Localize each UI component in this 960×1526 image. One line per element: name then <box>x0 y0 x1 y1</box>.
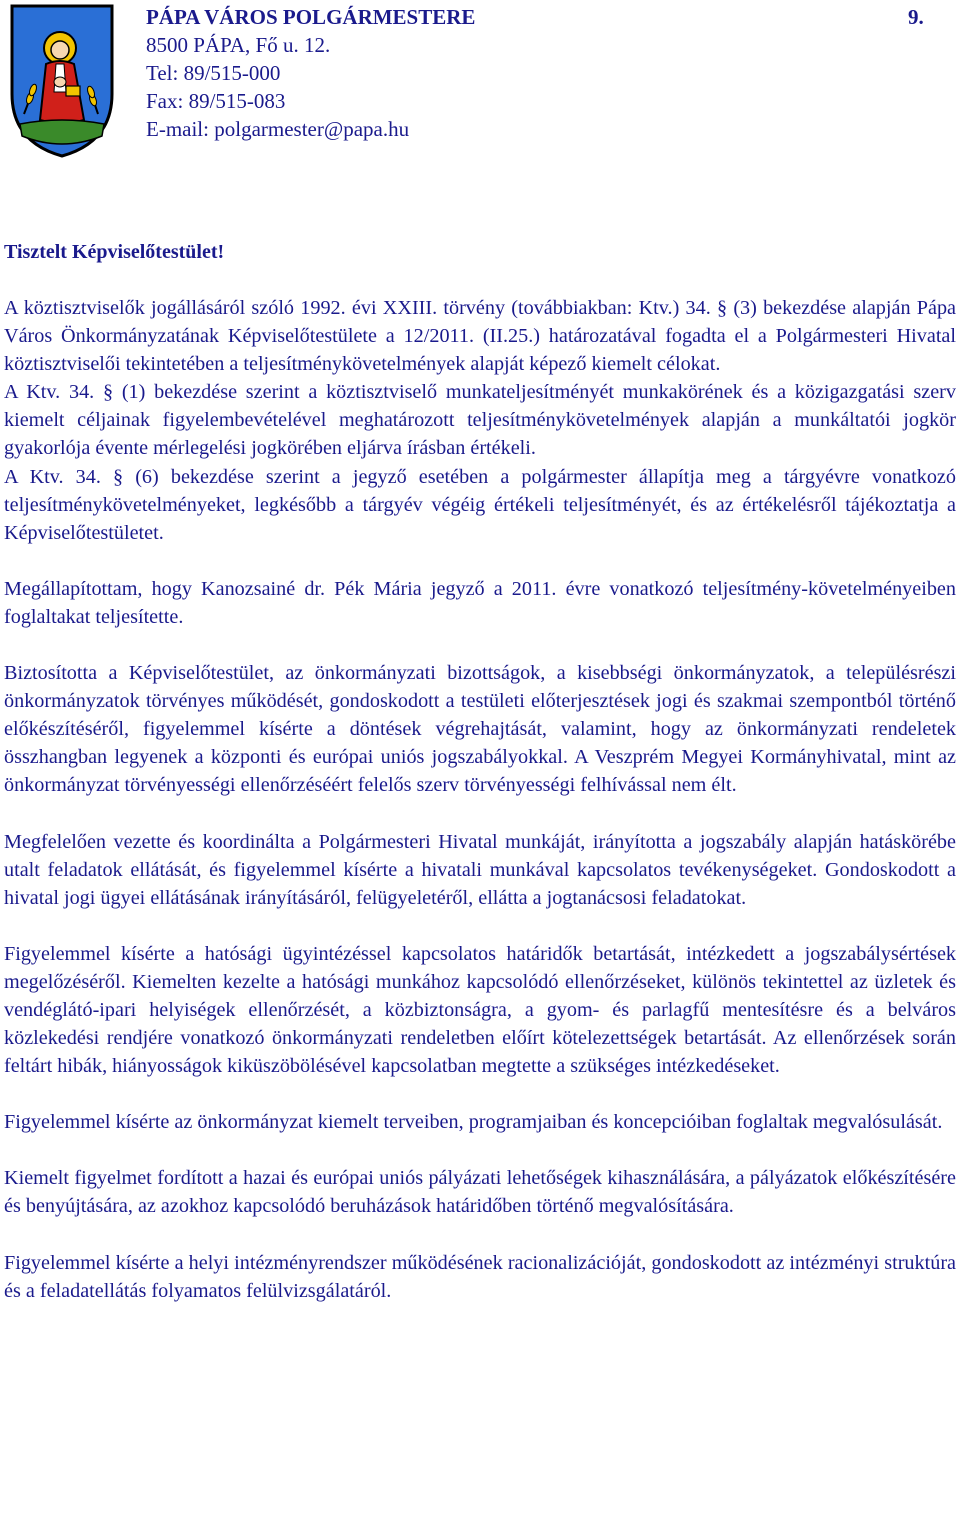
ground-shape <box>20 120 104 144</box>
paragraph: Kiemelt figyelmet fordított a hazai és európai uniós pályázati lehetőségek kihasználására, a pályázatok előkészítésére és benyújtására, az azokhoz kapcsolódó beruházások határidőben történő megvalósítására. <box>4 1167 956 1218</box>
paragraph: Biztosította a Képviselőtestület, az önkormányzati bizottságok, a kisebbségi önkormányzatok, a településrészi önkormányzatok törvényes működését, gondoskodott a testületi előterjesztések jogi és szakmai szempontból történő előkészítéséről, figyelemmel kísérte a döntések végrehajtását, valamint, hogy az önkormányzati rendeletek összhangban legyenek a központi és európai uniós jogszabályokkal. A Veszprém Megyei Kormányhivatal, mint az önkormányzat törvényességi ellenőrzéséért felelős szerv törvényességi felhívással nem élt. <box>4 662 956 797</box>
head-shape <box>51 41 69 59</box>
book-shape <box>66 86 80 96</box>
letterhead-address: 8500 PÁPA, Fő u. 12. <box>146 33 331 57</box>
paragraph: Figyelemmel kísérte a hatósági ügyintézéssel kapcsolatos határidők betartását, intézkedett a jogszabálysértések megelőzéséről. Kiemelten kezelte a hatósági munkához kapcsolódó ellenőrzéseket, különös tekintettel az üzletek és vendéglátó-ipari helyiségek ellenőrzését, a közbiztonságra, a gyom- és parlagfű mentesítésre és a belváros közlekedési rendjére vonatkozó önkormányzati rendeletben előírt kötelezettségek betartását. Az ellenőrzések során feltárt hibák, hiányosságok kiküszöbölésével kapcsolatban megtette a szükséges intézkedéseket. <box>4 942 956 1078</box>
paragraph: Figyelemmel kísérte az önkormányzat kiemelt terveiben, programjaiban és koncepcióiban foglaltak megvalósulását. <box>4 1111 943 1134</box>
letterhead-title: PÁPA VÁROS POLGÁRMESTERE <box>146 5 476 29</box>
paragraph: Figyelemmel kísérte a helyi intézményrendszer működésének racionalizációját, gondoskodott az intézményi struktúra és a feladatellátás folyamatos felülvizsgálatáról. <box>4 1251 956 1302</box>
letterhead <box>146 3 926 143</box>
salutation: Tisztelt Képviselőtestület! <box>4 241 225 263</box>
paragraph: Megállapítottam, hogy Kanozsainé dr. Pék Mária jegyző a 2011. évre vonatkozó teljesítmény-követelményeiben foglaltakat teljesítette. <box>4 577 956 628</box>
document-body <box>4 294 956 1305</box>
letterhead-email: E-mail: polgarmester@papa.hu <box>146 117 410 141</box>
paragraph: A köztisztviselők jogállásáról szóló 1992. évi XXIII. törvény (továbbiakban: Ktv.) 34. § (3) bekezdése alapján Pápa Város Önkormányzatának Képviselőtestülete a 12/2011. (II.25.) határozatával fogadta el a Polgármesteri Hivatal köztisztviselői tekintetében a teljesítménykövetelmények alapját képező kiemelt célokat. <box>4 297 956 376</box>
coat-of-arms-logo <box>6 2 118 160</box>
paragraph: Megfelelően vezette és koordinálta a Polgármesteri Hivatal munkáját, irányította a jogszabály alapján hatáskörébe utalt feladatok ellátását, és figyelemmel kísérte a hivatali munkával kapcsolatos tevékenységeket. Gondoskodott a hivatal jogi ügyei ellátásának irányításáról, felügyeletéről, ellátta a jogtanácsosi feladatokat. <box>4 830 956 909</box>
page-number: 9. <box>908 5 924 29</box>
letterhead-tel: Tel: 89/515-000 <box>146 61 281 85</box>
paragraph: A Ktv. 34. § (1) bekezdése szerint a köztisztviselő munkateljesítményét munkakörének és a közigazgatási szerv kiemelt céljainak figyelembevételével meghatározott teljesítménykövetelmények alapján a munkáltatói jogkör gyakorlója évente mérlegelési jogkörében eljárva írásban értékeli. <box>4 381 956 460</box>
hands-shape <box>54 77 66 87</box>
paragraph: A Ktv. 34. § (6) bekezdése szerint a jegyző esetében a polgármester állapítja meg a tárgyévre vonatkozó teljesítménykövetelményeket, legkésőbb a tárgyév végéig értékeli teljesítményét, és az értékelésről tájékoztatja a Képviselőtestületet. <box>4 465 956 544</box>
letterhead-fax: Fax: 89/515-083 <box>146 89 286 113</box>
